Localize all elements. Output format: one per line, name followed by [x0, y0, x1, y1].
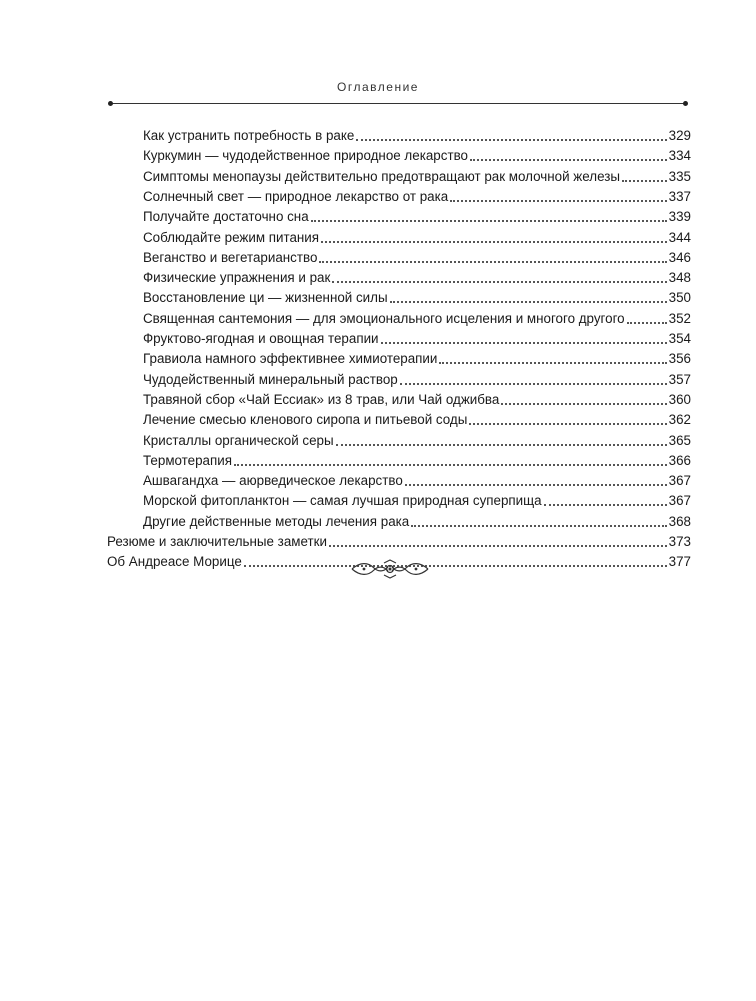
toc-entry-page: 365	[668, 432, 691, 448]
toc-entry-title: Фруктово-ягодная и овощная терапии	[143, 331, 379, 346]
toc-entry-page: 362	[668, 412, 691, 428]
toc-entry-title: Восстановление ци — жизненной силы	[143, 290, 388, 306]
toc-entry-page: 334	[668, 148, 691, 164]
toc-entry-title: Другие действенные методы лечения рака	[143, 513, 410, 529]
ornament-divider	[350, 558, 430, 580]
toc-entry-page: 366	[668, 452, 691, 468]
toc-entry	[143, 308, 691, 328]
dot-leader	[332, 280, 666, 283]
toc-entry-page: 335	[668, 168, 691, 184]
dot-leader	[627, 321, 667, 324]
running-header: Оглавление	[337, 80, 419, 94]
toc-entry-page: 356	[668, 351, 691, 367]
toc-entry	[143, 450, 691, 470]
dot-leader	[439, 361, 666, 364]
toc-entry-title: Веганство и вегетарианство	[143, 249, 318, 265]
toc-entry	[143, 145, 691, 165]
dot-leader	[244, 564, 667, 567]
toc-entry	[143, 490, 691, 510]
dot-leader	[450, 199, 666, 202]
toc-entry-title: Лечение смесью кленового сиропа и питьевой соды	[143, 412, 468, 428]
rule-end-dot	[683, 101, 688, 106]
toc-entry-title: Ашвагандха — аюрведическое лекарство	[143, 473, 403, 489]
dot-leader	[319, 260, 666, 263]
dot-leader	[356, 138, 666, 141]
toc-entry-page: 367	[668, 473, 691, 489]
toc-entry-title: Об Андреасе Морице	[107, 554, 242, 570]
toc-entry	[143, 125, 691, 145]
toc-entry	[143, 511, 691, 531]
rule-end-dot	[108, 101, 113, 106]
toc-entry	[143, 267, 691, 287]
toc-entry-title: Как устранить потребность в раке	[143, 128, 355, 143]
dot-leader	[234, 463, 667, 466]
toc-entry-page: 337	[668, 188, 691, 204]
toc-entry-page: 344	[668, 229, 691, 245]
toc-entry-title: Морской фитопланктон — самая лучшая природная суперпища	[143, 493, 542, 509]
dot-leader	[622, 179, 667, 182]
toc-entry-page: 360	[668, 391, 691, 407]
toc-entry-page: 339	[668, 209, 691, 225]
toc-entry	[143, 227, 691, 247]
toc-entry	[143, 186, 691, 206]
toc-entry	[143, 166, 691, 186]
dot-leader	[470, 158, 667, 161]
header-rule	[110, 103, 686, 104]
toc-entry	[143, 389, 691, 409]
toc-entry-page: 346	[668, 249, 691, 265]
dot-leader	[329, 544, 667, 547]
toc-entry	[143, 328, 691, 348]
toc-entry-page: 348	[668, 270, 691, 286]
toc-entry-page: 329	[668, 128, 691, 143]
toc-entry-title: Солнечный свет — природное лекарство от рака	[143, 188, 449, 204]
dot-leader	[501, 402, 666, 405]
toc-entry	[143, 348, 691, 368]
dot-leader	[390, 300, 667, 303]
toc-entry	[143, 206, 691, 226]
toc-entry	[143, 247, 691, 267]
toc-entry-page: 377	[668, 554, 691, 570]
toc-entry	[143, 369, 691, 389]
dot-leader	[544, 503, 667, 506]
toc-entry-title: Соблюдайте режим питания	[143, 229, 320, 245]
dot-leader	[469, 422, 666, 425]
toc-entry-title: Термотерапия	[143, 452, 232, 468]
toc-entry-title: Физические упражнения и рак	[143, 270, 331, 286]
dot-leader	[336, 443, 667, 446]
toc-entry-page: 367	[668, 493, 691, 509]
toc-entry-page: 357	[668, 371, 691, 387]
toc-entry-title: Куркумин — чудодейственное природное лекарство	[143, 148, 468, 164]
toc-entry	[143, 287, 691, 307]
dot-leader	[321, 240, 667, 243]
toc-entry-title: Симптомы менопаузы действительно предотвращают рак молочной железы	[143, 168, 620, 184]
toc-entry-page: 354	[668, 331, 691, 346]
toc-entry	[143, 430, 691, 450]
dot-leader	[411, 524, 666, 527]
toc-entry-page: 373	[668, 534, 691, 549]
dot-leader	[311, 219, 667, 222]
toc-entry-title: Чудодейственный минеральный раствор	[143, 371, 398, 387]
toc-entry-title: Травяной сбор «Чай Ессиак» из 8 трав, или Чай оджибва	[143, 391, 500, 407]
toc-entry	[107, 531, 691, 551]
toc-entry-page: 352	[668, 310, 691, 326]
toc-entry	[143, 470, 691, 490]
toc-entry	[143, 409, 691, 429]
toc-entry-title: Резюме и заключительные заметки	[107, 534, 327, 549]
toc-entry-page: 368	[668, 513, 691, 529]
toc-entry-title: Кристаллы органической серы	[143, 432, 334, 448]
toc-entry-title: Гравиола намного эффективнее химиотерапии	[143, 351, 438, 367]
toc-entry-title: Получайте достаточно сна	[143, 209, 309, 225]
dot-leader	[400, 382, 667, 385]
dot-leader	[405, 483, 667, 486]
toc-entry-page: 350	[668, 290, 691, 306]
toc-entry-title: Священная сантемония — для эмоционального исцеления и многого другого	[143, 310, 625, 326]
dot-leader	[381, 341, 667, 344]
